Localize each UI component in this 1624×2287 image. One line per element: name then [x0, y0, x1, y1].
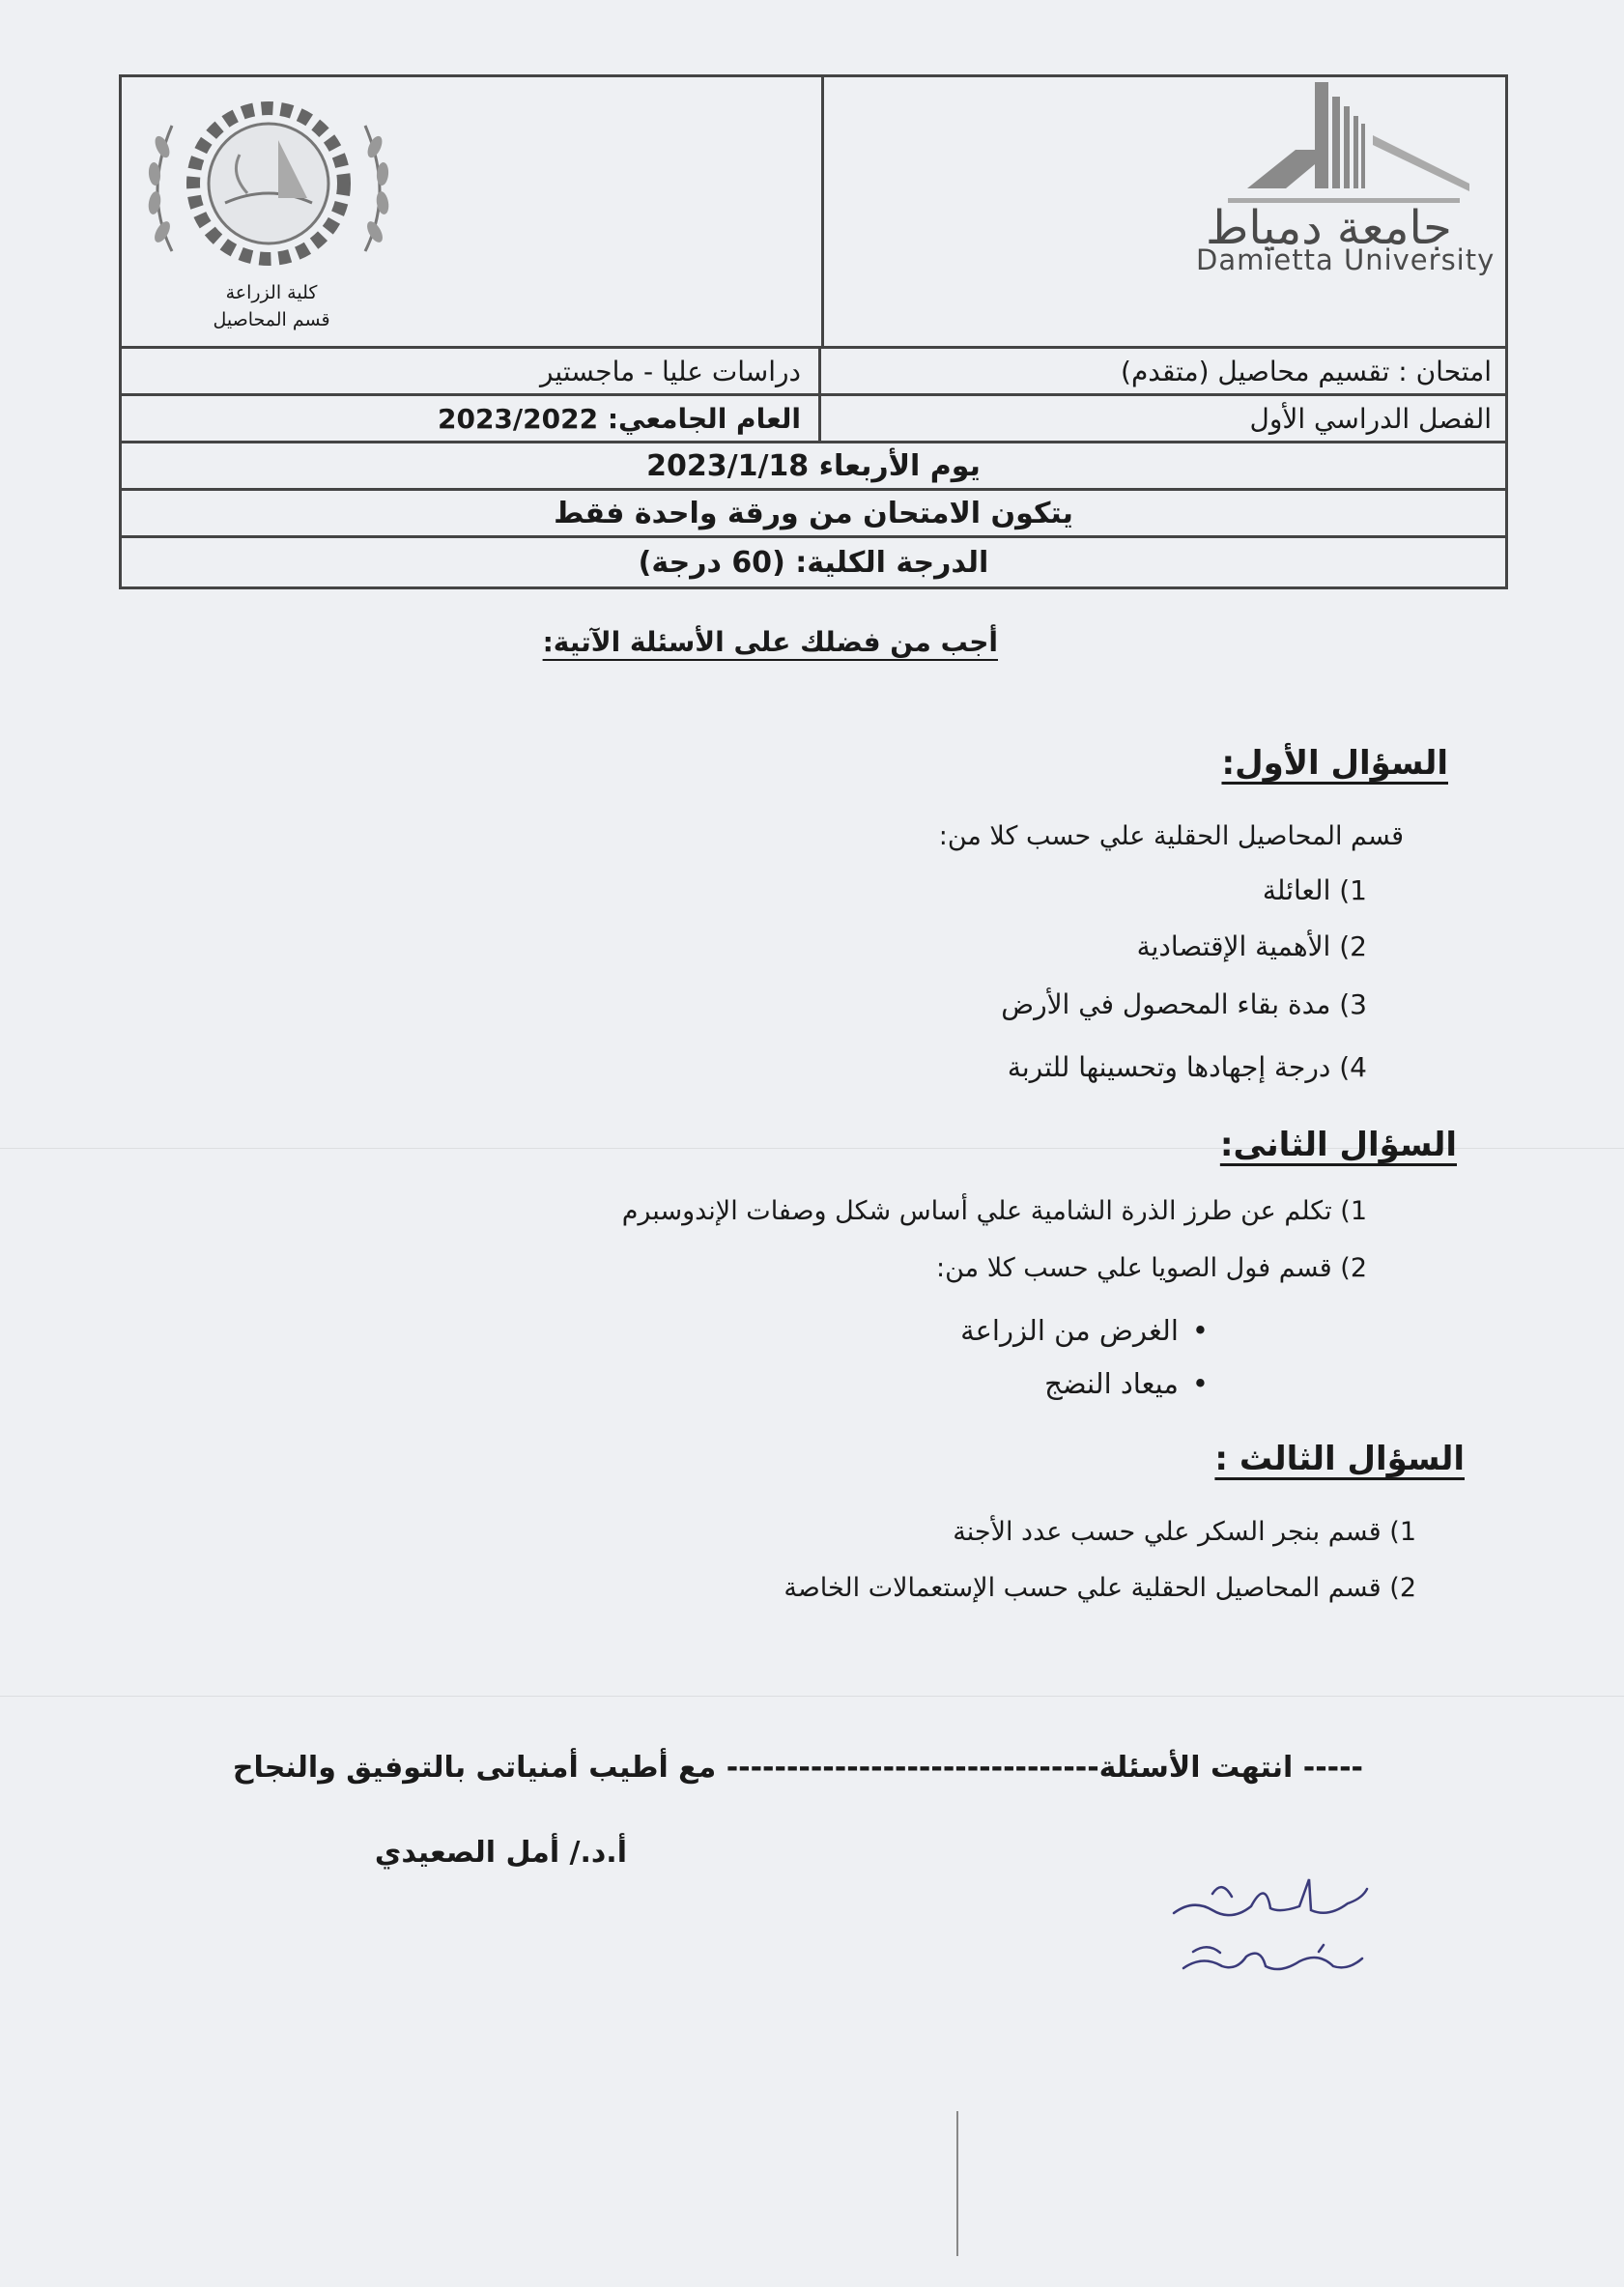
closing-line: ----- انتهت الأسئلة------------------------------- مع أطيب أمنياتى بالتوفيق والنجاح [232, 1751, 1363, 1785]
semester: الفصل الدراسي الأول [1249, 402, 1492, 435]
q2-item: 1) تكلم عن طرز الذرة الشامية علي أساس شكل وصفات الإندوسبرم [621, 1196, 1367, 1226]
academic-year: العام الجامعي: 2023/2022 [437, 402, 801, 435]
fold-line [0, 1696, 1624, 1697]
university-name-arabic: جامعة دمياط [1206, 201, 1452, 255]
q1-item: 4) درجة إجهادها وتحسينها للتربة [1007, 1051, 1367, 1083]
instruction: أجب من فضلك على الأسئلة الآتية: [542, 626, 998, 658]
q1-title: السؤال الأول: [1221, 744, 1448, 783]
q1-item: 3) مدة بقاء المحصول في الأرض [1001, 988, 1367, 1020]
q3-item: 2) قسم المحاصيل الحقلية علي حسب الإستعمالات الخاصة [784, 1573, 1416, 1603]
faculty-name: كلية الزراعة [225, 282, 318, 303]
pages-note: يتكون الامتحان من ورقة واحدة فقط [554, 496, 1073, 530]
q2-bullet: • ميعاد النضج [1044, 1367, 1209, 1400]
professor-name: أ.د./ أمل الصعيدي [374, 1836, 627, 1870]
university-cell [824, 77, 1505, 346]
q2-bullet: • الغرض من الزراعة [960, 1314, 1209, 1347]
total-grade: الدرجة الكلية: (60 درجة) [638, 545, 989, 580]
department-name: قسم المحاصيل [213, 309, 330, 330]
faculty-emblem-icon [133, 87, 404, 280]
q3-title: السؤال الثالث : [1214, 1440, 1465, 1478]
faculty-cell [122, 77, 824, 346]
exam-day-date: يوم الأربعاء 2023/1/18 [646, 448, 981, 483]
q3-item: 1) قسم بنجر السكر علي حسب عدد الأجنة [953, 1517, 1416, 1547]
exam-subject: امتحان : تقسيم محاصيل (متقدم) [1121, 355, 1492, 387]
q2-title: السؤال الثانى: [1219, 1126, 1457, 1164]
university-name-english: Damietta University [1196, 243, 1496, 276]
studies-level: دراسات عليا - ماجستير [539, 355, 801, 387]
q1-item: 2) الأهمية الإقتصادية [1136, 930, 1367, 962]
handwritten-signature-icon [1154, 1860, 1386, 1986]
q1-item: 1) العائلة [1262, 874, 1367, 906]
q2-item: 2) قسم فول الصويا علي حسب كلا من: [936, 1253, 1367, 1283]
q1-intro: قسم المحاصيل الحقلية علي حسب كلا من: [938, 821, 1404, 851]
exam-header-table [119, 74, 1508, 589]
page-mark [956, 2111, 958, 2256]
